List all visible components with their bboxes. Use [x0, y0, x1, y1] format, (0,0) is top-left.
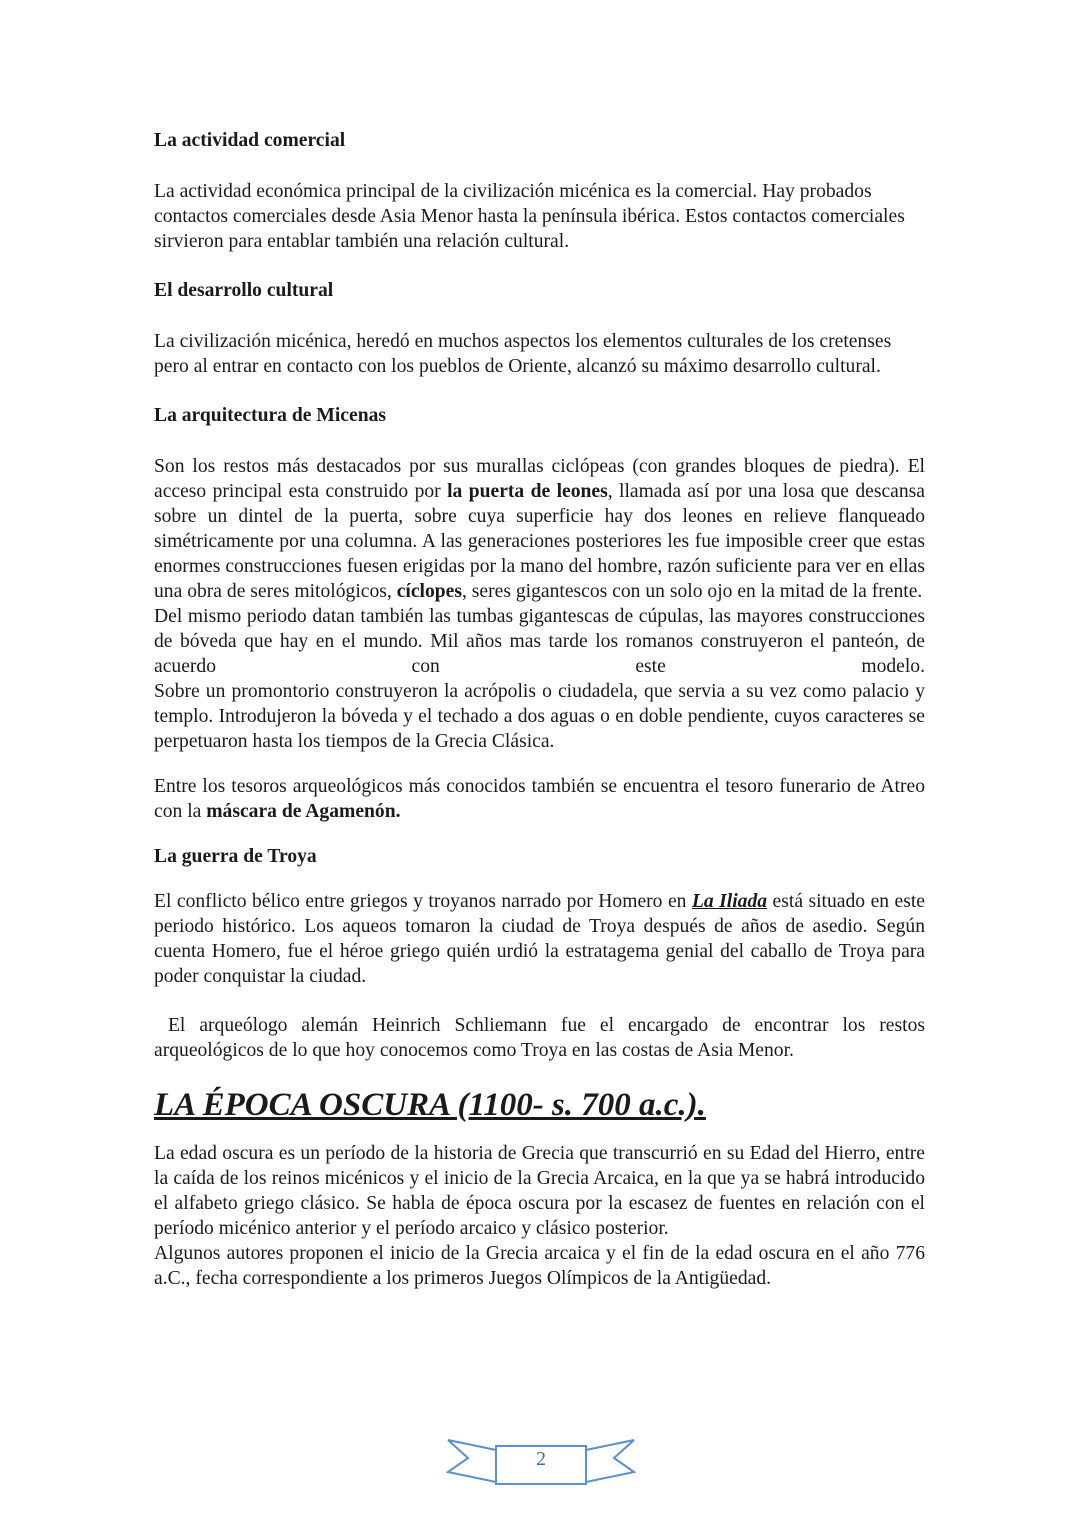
document-body	[154, 128, 930, 1291]
paragraph-troy-1: El conflicto bélico entre griegos y troyanos narrado por Homero en La Iliada está situado en este periodo histórico. Los aqueos tomaron la ciudad de Troya después de años de asedio. Según cuenta Homero, fue el héroe griego quién urdió la estratagema genial del caballo de Troya para poder conquistar la ciudad.	[154, 891, 925, 987]
bold-agamemnon-mask: máscara de Agamenón.	[206, 801, 401, 822]
paragraph-architecture-2: Del mismo periodo datan también las tumbas gigantescas de cúpulas, las mayores construcciones de bóveda que hay en el mundo. Mil años mas tarde los romanos construyeron el panteón, de acuerdo con este modelo.	[154, 606, 925, 677]
paragraph-architecture-4: Entre los tesoros arqueológicos más conocidos también se encuentra el tesoro funerario de Atreo con la máscara de Agamenón.	[154, 776, 925, 822]
heading-culture: El desarrollo cultural	[154, 280, 334, 301]
paragraph-architecture-3: Sobre un promontorio construyeron la acrópolis o ciudadela, que servia a su vez como palacio y templo. Introdujeron la bóveda y el techado a dos aguas o en doble pendiente, cuyos caracteres se perpetuaron hasta los tiempos de la Grecia Clásica.	[154, 681, 925, 752]
iliad-title: La Iliada	[691, 891, 768, 912]
page-footer	[446, 1436, 636, 1486]
section-title-dark-age: LA ÉPOCA OSCURA (1100- s. 700 a.c.).	[154, 1087, 706, 1123]
heading-commerce: La actividad comercial	[154, 130, 346, 151]
heading-architecture: La arquitectura de Micenas	[154, 405, 387, 426]
paragraph-architecture-1: Son los restos más destacados por sus murallas ciclópeas (con grandes bloques de piedra). El acceso principal esta construido por la puerta de leones, llamada así por una losa que descansa sobre un dintel de la puerta, sobre cuya superficie hay dos leones en relieve flanqueado simétricamente por una columna. A las generaciones posteriores les fue imposible creer que estas enormes construcciones fuesen erigidas por la mano del hombre, razón suficiente para ver en ellas una obra de seres mitológicos, cíclopes, seres gigantescos con un solo ojo en la mitad de la frente.	[154, 456, 925, 602]
paragraph-culture: La civilización micénica, heredó en muchos aspectos los elementos culturales de los cretenses pero al entrar en contacto con los pueblos de Oriente, alcanzó su máximo desarrollo cultural.	[154, 331, 892, 377]
page-number: 2	[536, 1448, 546, 1470]
paragraph-dark-age-1: La edad oscura es un período de la historia de Grecia que transcurrió en su Edad del Hierro, entre la caída de los reinos micénicos y el inicio de la Grecia Arcaica, en la que ya se habrá introducido el alfabeto griego clásico. Se habla de época oscura por la escasez de fuentes en relación con el período micénico anterior y el período arcaico y clásico posterior.	[154, 1143, 925, 1239]
paragraph-commerce: La actividad económica principal de la civilización micénica es la comercial. Hay probados contactos comerciales desde Asia Menor hasta la península ibérica. Estos contactos comerciales sirvieron para entablar también una relación cultural.	[154, 181, 905, 252]
paragraph-dark-age-2: Algunos autores proponen el inicio de la Grecia arcaica y el fin de la edad oscura en el año 776 a.C., fecha correspondiente a los primeros Juegos Olímpicos de la Antigüedad.	[154, 1243, 925, 1289]
heading-troy: La guerra de Troya	[154, 846, 317, 867]
paragraph-troy-2: El arqueólogo alemán Heinrich Schliemann fue el encargado de encontrar los restos arqueológicos de lo que hoy conocemos como Troya en las costas de Asia Menor.	[154, 1015, 930, 1061]
bold-lion-gate: la puerta de leones	[447, 481, 608, 502]
bold-cyclopes: cíclopes	[396, 581, 462, 602]
